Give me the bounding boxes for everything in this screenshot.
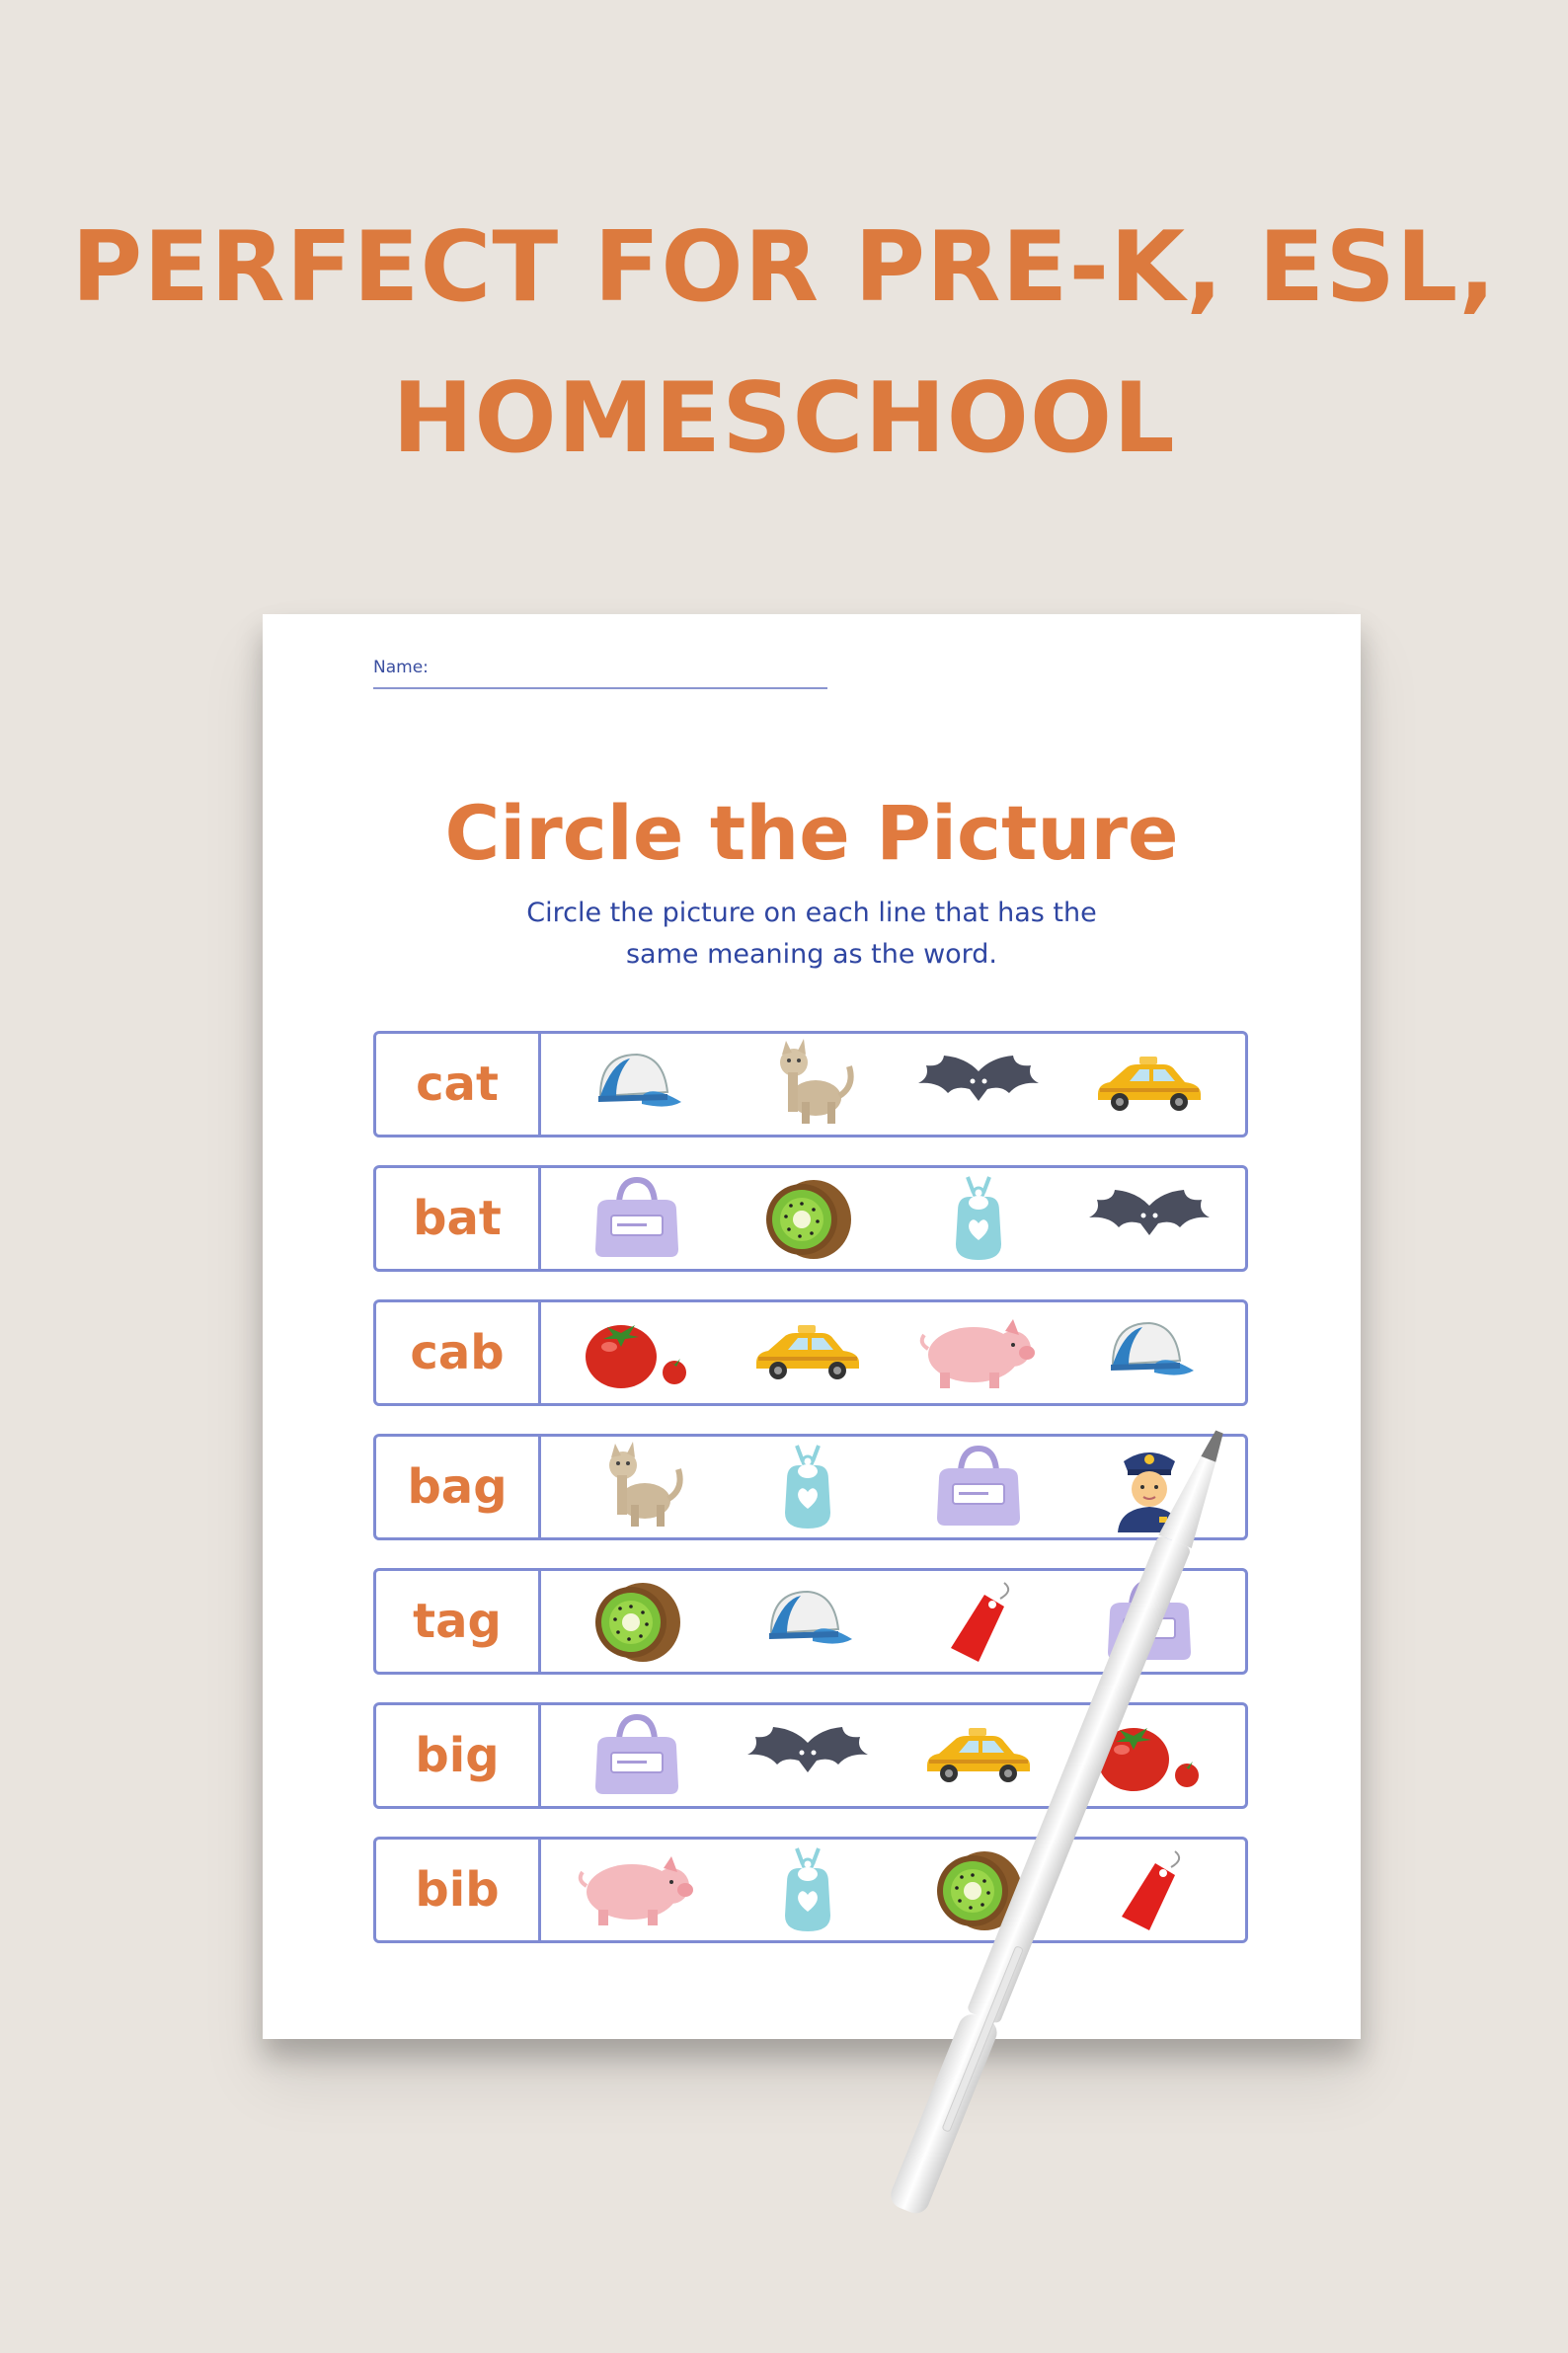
kiwi-icon <box>744 1171 872 1266</box>
bat-icon <box>914 1037 1043 1132</box>
bat-icon <box>1085 1171 1214 1266</box>
bib-icon <box>744 1440 872 1534</box>
bag-icon <box>573 1708 701 1803</box>
worksheet-row <box>373 1299 1248 1406</box>
bag-icon <box>914 1440 1043 1534</box>
worksheet-row <box>373 1837 1248 1943</box>
row-pictures <box>541 1840 1245 1940</box>
row-word: tag <box>376 1571 541 1672</box>
row-word: cab <box>376 1302 541 1403</box>
cat-icon <box>744 1037 872 1132</box>
pig-icon <box>914 1305 1043 1400</box>
cap-icon <box>744 1574 872 1669</box>
row-pictures <box>541 1034 1245 1135</box>
instructions <box>450 893 1173 976</box>
cap-icon <box>1085 1305 1214 1400</box>
name-label: Name: <box>373 658 429 677</box>
row-word: big <box>376 1705 541 1806</box>
headline-line-1: PERFECT FOR PRE-K, ESL, <box>71 211 1497 324</box>
row-word: bat <box>376 1168 541 1269</box>
name-line <box>373 687 827 689</box>
row-pictures <box>541 1705 1245 1806</box>
row-word: bag <box>376 1437 541 1537</box>
tag-icon <box>1085 1843 1214 1937</box>
tag-icon <box>914 1574 1043 1669</box>
row-pictures <box>541 1302 1245 1403</box>
taxi-icon <box>1085 1037 1214 1132</box>
pig-icon <box>573 1843 701 1937</box>
bat-icon <box>744 1708 872 1803</box>
taxi-icon <box>744 1305 872 1400</box>
row-pictures <box>541 1437 1245 1537</box>
taxi-icon <box>914 1708 1043 1803</box>
row-pictures <box>541 1168 1245 1269</box>
bib-icon <box>914 1171 1043 1266</box>
worksheet-title: Circle the Picture <box>444 789 1179 877</box>
worksheet-row <box>373 1434 1248 1540</box>
worksheet-row <box>373 1031 1248 1137</box>
bib-icon <box>744 1843 872 1937</box>
worksheet-page <box>263 614 1361 2039</box>
instructions-line-2: same meaning as the word. <box>625 939 998 970</box>
worksheet-row <box>373 1165 1248 1272</box>
row-word: cat <box>376 1034 541 1135</box>
instructions-line-1: Circle the picture on each line that has the <box>526 898 1097 928</box>
tomato-icon <box>573 1305 701 1400</box>
bag-icon <box>573 1171 701 1266</box>
rows-container <box>373 1031 1248 1971</box>
cap-icon <box>573 1037 701 1132</box>
cat-icon <box>573 1440 701 1534</box>
row-word: bib <box>376 1840 541 1940</box>
kiwi-icon <box>573 1574 701 1669</box>
headline-line-2: HOMESCHOOL <box>392 362 1176 475</box>
